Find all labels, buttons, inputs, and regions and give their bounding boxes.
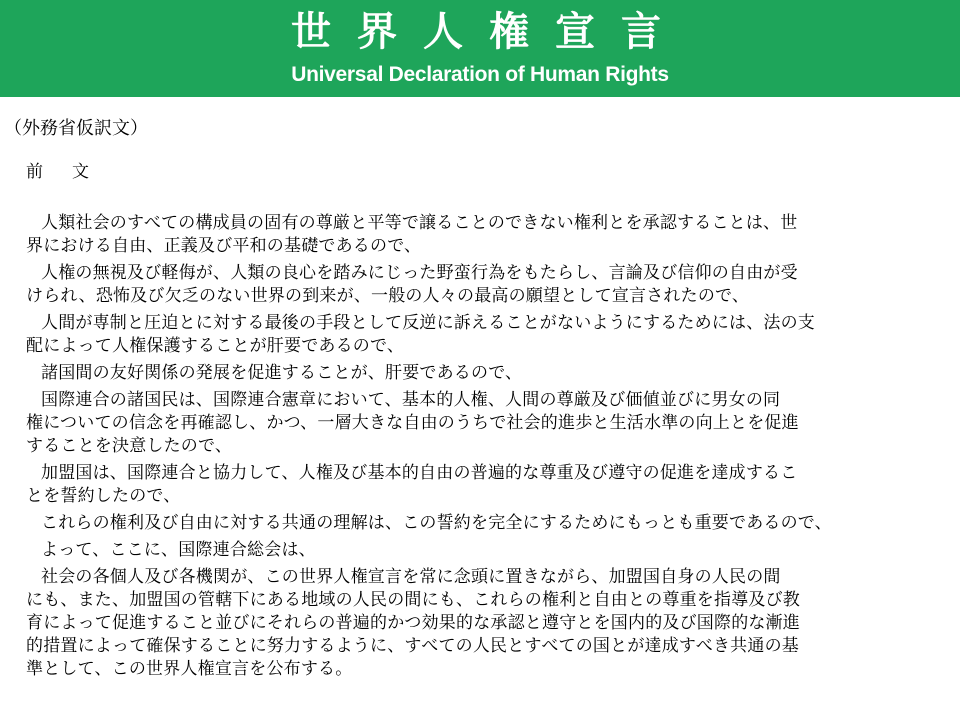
preamble-paragraph: よって、ここに、国際連合総会は、 [41,540,316,560]
preamble-paragraph: 人権の無視及び軽侮が、人類の良心を踏みにじった野蛮行為をもたらし、言論及び信仰の自由が受 けられ、恐怖及び欠乏のない世界の到来が、一般の人々の最高の願望として宣言されたので、 [26,263,798,306]
translation-note: （外務省仮訳文） [4,118,148,139]
preamble-paragraph: これらの権利及び自由に対する共通の理解は、この誓約を完全にするためにもっとも重要であるので、 [41,513,832,533]
section-heading: 前文 [26,162,118,182]
preamble-paragraph: 人類社会のすべての構成員の固有の尊厳と平等で譲ることのできない権利とを承認することは、世 界における自由、正義及び平和の基礎であるので、 [26,213,798,256]
preamble-paragraph: 社会の各個人及び各機関が、この世界人権宣言を常に念頭に置きながら、加盟国自身の人民の間 にも、また、加盟国の管轄下にある地域の人民の間にも、これらの権利と自由との尊重を指導及び教 育によって促進すること並びにそれらの普遍的かつ効果的な承認と遵守とを国内的及び国際的な漸進 的措置によって確保することに努力するように、すべての人民とすべての国とが達成すべき共通の基 準として、この世界人権宣言を公布する。 [26,567,800,679]
preamble-paragraph: 国際連合の諸国民は、国際連合憲章において、基本的人権、人間の尊厳及び価値並びに男女の同 権についての信念を再確認し、かつ、一層大きな自由のうちで社会的進歩と生活水準の向上とを促進 することを決意したので、 [26,390,799,456]
title-banner [0,0,960,97]
preamble-paragraph: 人間が専制と圧迫とに対する最後の手段として反逆に訴えることがないようにするためには、法の支 配によって人権保護することが肝要であるので、 [26,313,815,356]
page-title: 世界人権宣言 [291,9,687,55]
preamble-paragraph: 加盟国は、国際連合と協力して、人権及び基本的自由の普遍的な尊重及び遵守の促進を達成するこ とを誓約したので、 [26,463,798,506]
preamble-body [26,212,934,685]
preamble-paragraph: 諸国間の友好関係の発展を促進することが、肝要であるので、 [41,363,523,383]
page-subtitle: Universal Declaration of Human Rights [291,63,669,86]
